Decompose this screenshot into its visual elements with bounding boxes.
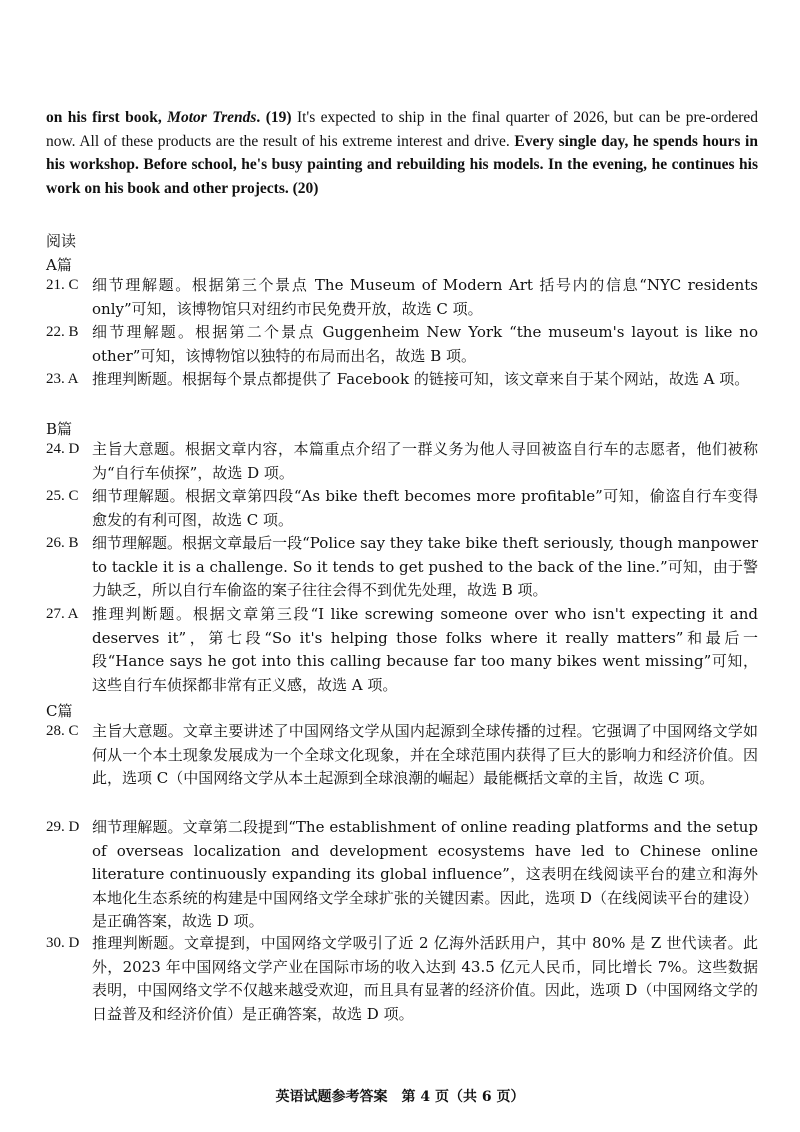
question-explanation: 细节理解题。根据第三个景点 The Museum of Modern Art 括号内的信息“NYC residents only”可知，该博物馆只对纽约市民免费开放，故选 C 项。 [92,276,758,318]
question-explanation: 主旨大意题。文章主要讲述了中国网络文学从国内起源到全球传播的过程。它强调了中国网络文学如何从一个本土现象发展成为一个全球文化现象，并在全球范围内获得了巨大的影响力和经济价值。因此，选项 C（中国网络文学从本土起源到全球浪潮的崛起）最能概括文章的主旨，故选 C 项。 [92,722,758,787]
blank-19-marker: . (19) [256,109,297,126]
question-explanation: 细节理解题。根据第二个景点 Guggenheim New York “the museum's layout is like no other”可知，该博物馆以独特的布局而出名，故选 B 项。 [92,323,758,365]
question-number: 23. A [46,371,79,387]
question-number: 30. D [46,935,80,951]
question-explanation: 推理判断题。根据文章第三段“I like screwing someone over who isn't expecting it and deserves it”，第七段“So it's helping those folks where it really matters”和最后一段“Hance says he got into this calling because far too many bikes went missing”可知，这些自行车侦探都非常有正义感，故选 A 项。 [92,605,758,694]
question-explanation: 推理判断题。文章提到，中国网络文学吸引了近 2 亿海外活跃用户，其中 80% 是 Z 世代读者。此外，2023 年中国网络文学产业在国际市场的收入达到 43.5 亿元人民币，同比增长 7%。这些数据表明，中国网络文学不仅越来越受欢迎，而且具有显著的经济价值。因此，选项 D（中国网络文学的日益普及和经济价值）是正确答案，故选 D 项。 [92,934,758,1023]
question-number: 27. A [46,606,79,622]
question-item [46,720,758,791]
question-item [46,932,758,1026]
question-explanation: 细节理解题。根据文章第四段“As bike theft becomes more profitable”可知，偷盗自行车变得愈发的有利可图，故选 C 项。 [92,487,758,529]
question-item [46,603,758,697]
question-item [46,368,758,392]
passage-regular: It's expected to ship in the final quarter of 2026, but can be pre-ordered now. All of these products are the result of his extreme interest and drive. [46,109,758,150]
question-explanation: 推理判断题。根据每个景点都提供了 Facebook 的链接可知，该文章来自于某个网站，故选 A 项。 [92,370,750,388]
reading-heading: 阅读 [46,232,77,250]
passage-bold-end: Every single day, he spends hours in his workshop. Before school, he's busy painting and rebuilding his models. In the evening, he continues his work on his book and other projects. (20) [46,132,758,197]
question-explanation: 主旨大意题。根据文章内容，本篇重点介绍了一群义务为他人寻回被盗自行车的志愿者，他们被称为“自行车侦探”，故选 D 项。 [92,440,758,482]
question-item [46,485,758,532]
book-title: Motor Trends [167,109,257,126]
question-number: 29. D [46,819,80,835]
question-number: 21. C [46,277,79,293]
question-number: 28. C [46,723,79,739]
question-explanation: 细节理解题。文章第二段提到“The establishment of online reading platforms and the setup of overseas localization and development ecosystems have led to Chinese online literature continuously expanding its global influence”，这表明在线阅读平台的建立和海外本地化生态系统的构建是中国网络文学全球扩张的关键因素。因此，选项 D（在线阅读平台的建设）是正确答案，故选 D 项。 [92,818,758,930]
page-footer: 英语试题参考答案 第 4 页（共 6 页） [275,1089,525,1105]
question-item [46,438,758,485]
passage-bold-start: on his first book, [46,109,168,126]
question-item [46,532,758,603]
section-b-label: B篇 [46,420,73,438]
question-explanation: 细节理解题。根据文章最后一段“Police say they take bike theft seriously, though manpower to tackle it is a challenge. So it tends to get pushed to the back of the line.”可知，由于警力缺乏，所以自行车偷盗的案子往往会得不到优先处理，故选 B 项。 [92,534,758,599]
question-number: 26. B [46,535,79,551]
question-item [46,816,758,934]
question-item [46,274,758,321]
passage-continuation [46,106,758,200]
question-number: 24. D [46,441,80,457]
question-item [46,321,758,368]
question-number: 22. B [46,324,79,340]
section-a-label: A篇 [46,256,72,274]
section-c-label: C篇 [46,702,73,720]
question-number: 25. C [46,488,79,504]
